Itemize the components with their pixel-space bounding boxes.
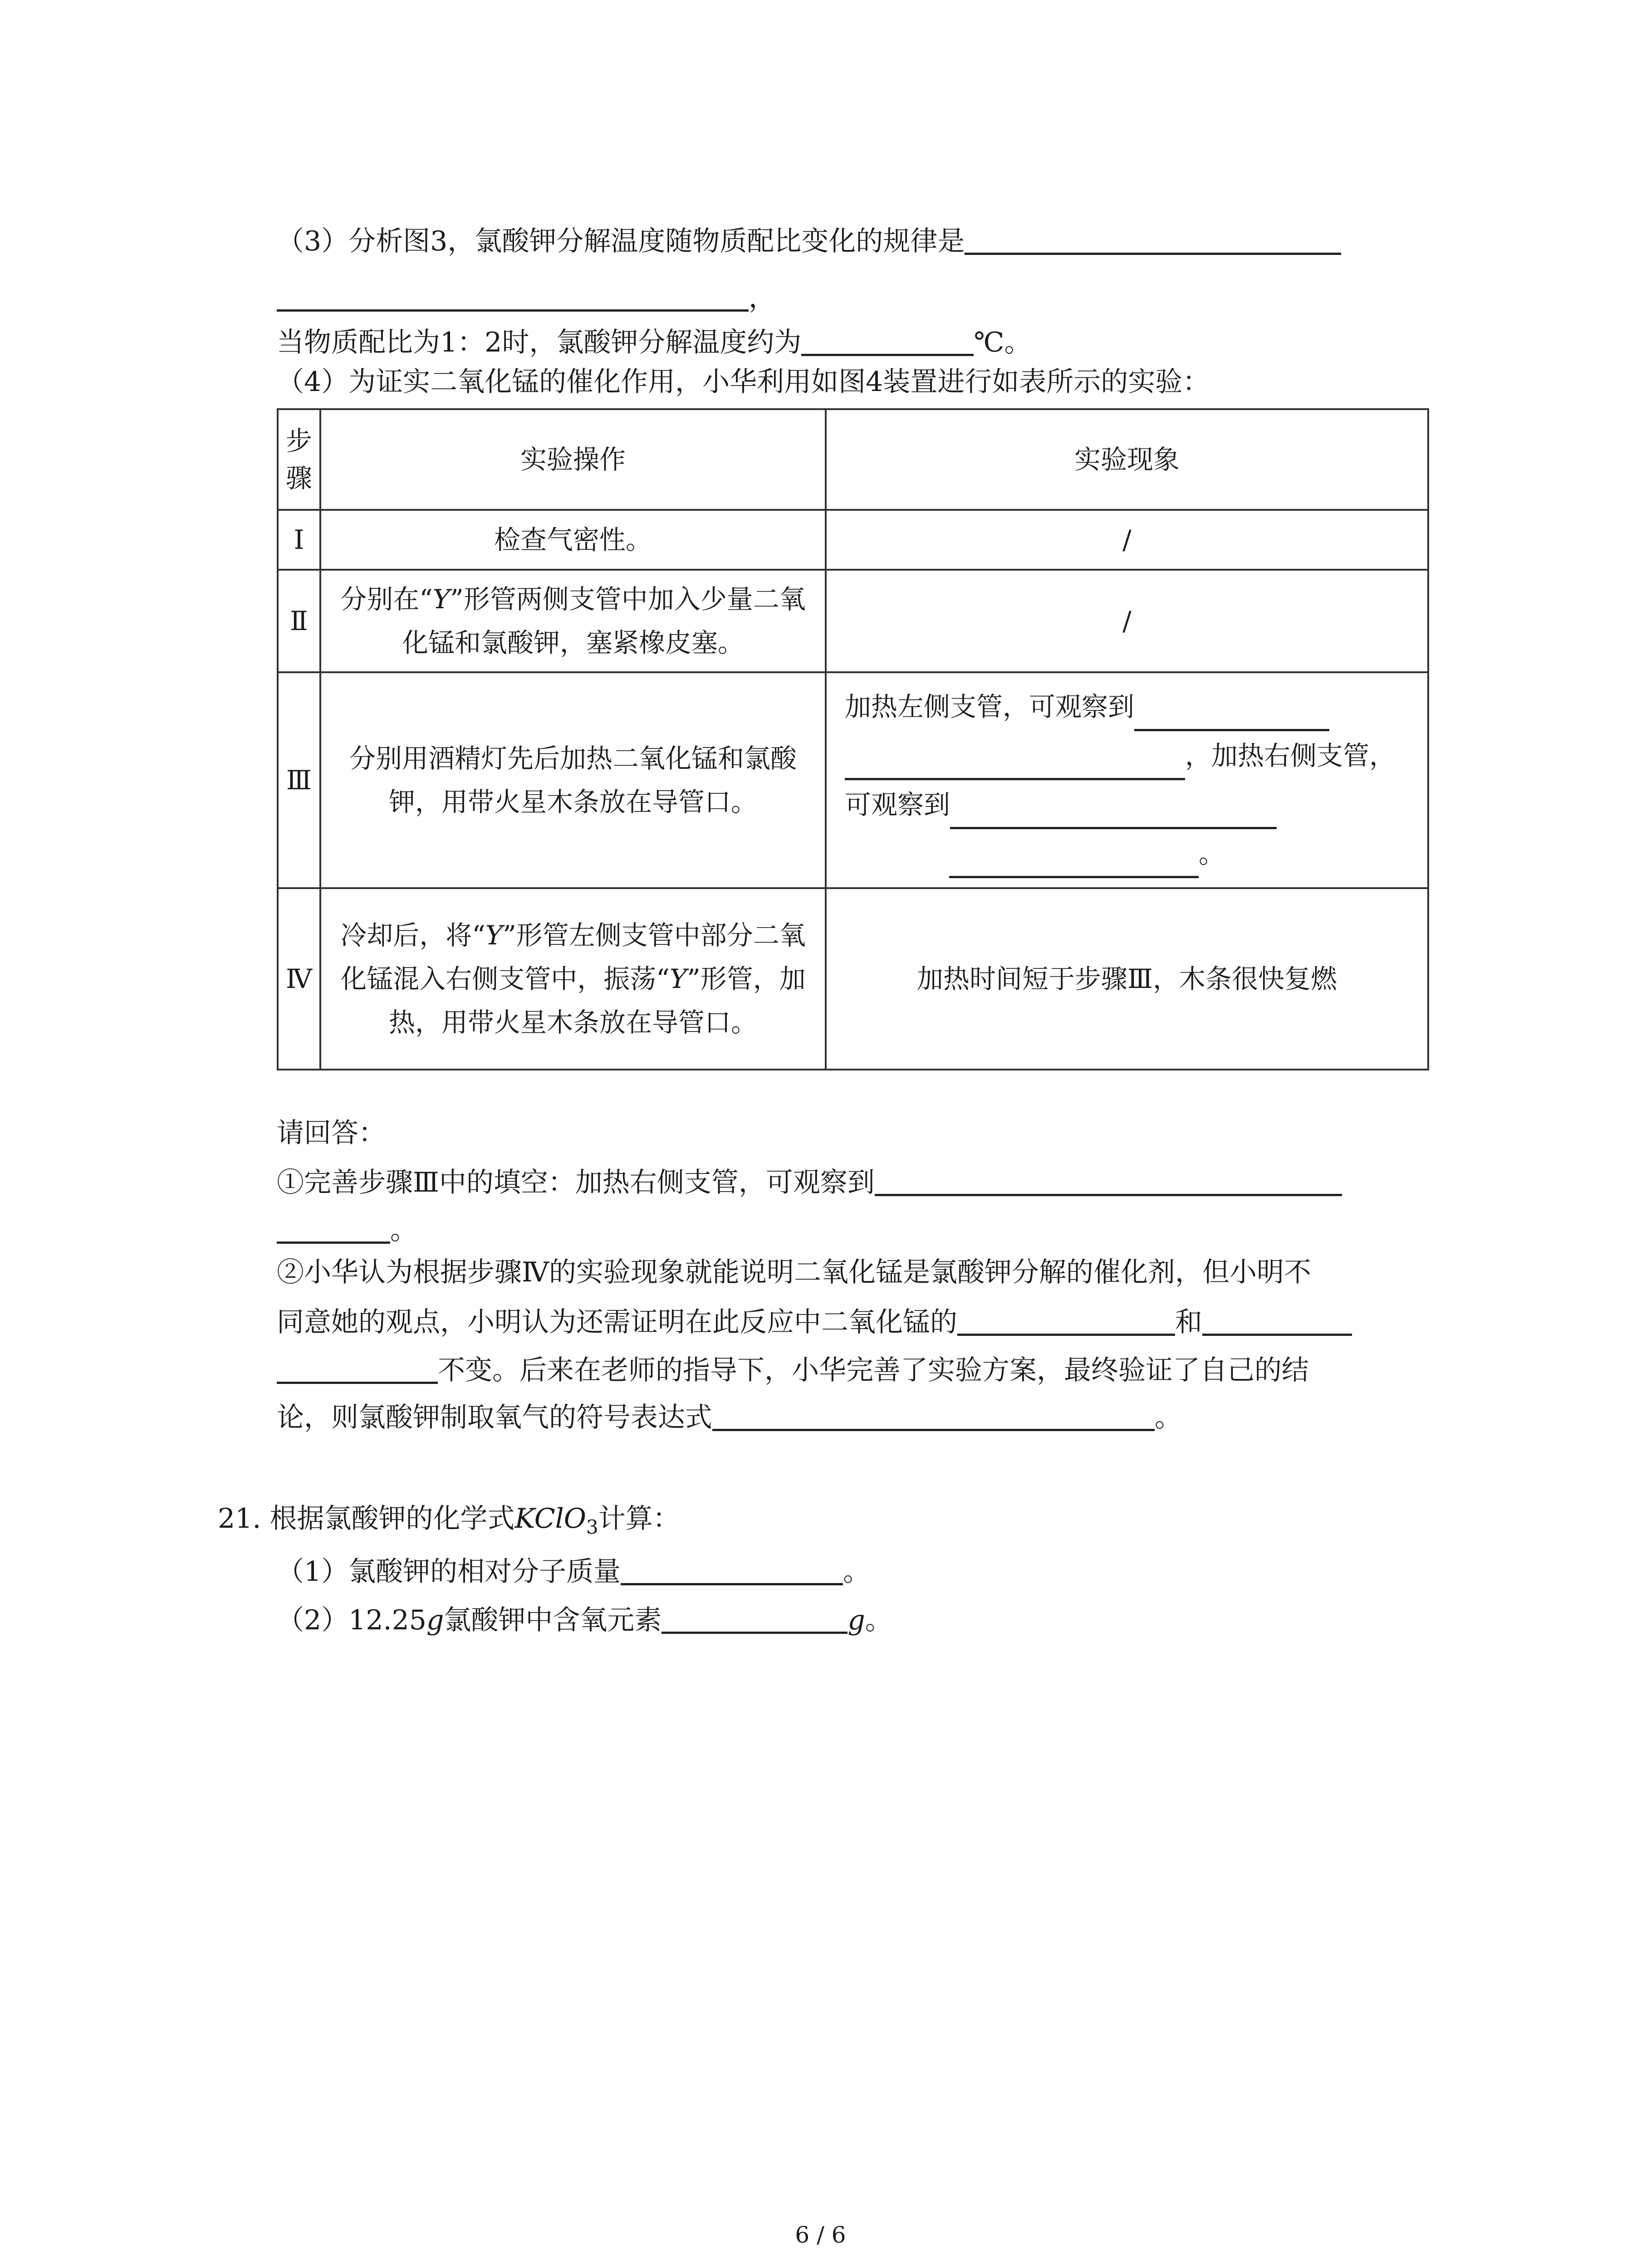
- table-header-row: [278, 409, 1428, 510]
- answer-2-line-2: 同意她的观点，小明认为还需证明在此反应中二氧化锰的 和: [277, 1305, 1352, 1336]
- q3-prefix: （3）分析图3，氯酸钾分解温度随物质配比变化的规律是: [277, 225, 965, 257]
- answer-1-blank-cont[interactable]: [277, 1213, 390, 1244]
- molecular-mass-blank[interactable]: [621, 1555, 843, 1585]
- step-label: Ⅰ: [278, 510, 320, 570]
- observation-cell: /: [826, 570, 1428, 672]
- answer-2-line-3: 不变。后来在老师的指导下，小华完善了实验方案，最终验证了自己的结: [277, 1354, 1309, 1384]
- please-answer: 请回答：: [277, 1117, 386, 1149]
- header-step: 步骤: [278, 409, 320, 510]
- q3-ratio-text: 当物质配比为1：2时，氯酸钾分解温度约为: [277, 327, 802, 358]
- table-row: [278, 672, 1428, 888]
- experiment-table: [277, 408, 1429, 1070]
- header-observation: 实验现象: [826, 409, 1428, 510]
- answer-1: ①完善步骤Ⅲ中的填空：加热右侧支管，可观察到: [277, 1166, 1342, 1196]
- q21-part-1: （1）氯酸钾的相对分子质量 。: [277, 1556, 871, 1588]
- observation-cell: 加热时间短于步骤Ⅲ，木条很快复燃: [826, 888, 1428, 1070]
- step-label: Ⅳ: [278, 888, 320, 1070]
- answer-2-line-1: ②小华认为根据步骤Ⅳ的实验现象就能说明二氧化锰是氯酸钾分解的催化剂，但小明不: [277, 1256, 1311, 1288]
- header-operation: 实验操作: [320, 409, 826, 510]
- step-label: Ⅲ: [278, 672, 320, 888]
- right-tube-blank[interactable]: [950, 802, 1277, 829]
- right-tube-blank-cont[interactable]: [949, 850, 1199, 878]
- equation-blank[interactable]: [712, 1401, 1155, 1431]
- operation-cell: 检查气密性。: [320, 510, 826, 570]
- q3-prompt: [277, 225, 1341, 255]
- operation-cell: 分别用酒精灯先后加热二氧化锰和氯酸钾，用带火星木条放在导管口。: [320, 672, 826, 888]
- table-row: [278, 888, 1428, 1070]
- observation-cell: /: [826, 510, 1428, 570]
- answer-1-blank[interactable]: [875, 1166, 1342, 1196]
- table-row: [278, 570, 1428, 672]
- answer-2-line-4: 论，则氯酸钾制取氧气的符号表达式 。: [277, 1402, 1182, 1433]
- chemical-formula: KClO: [514, 1503, 586, 1535]
- q21-stem: 21. 根据氯酸钾的化学式KClO$_3$计算：: [218, 1503, 680, 1538]
- observation-cell: 加热左侧支管，可观察到 ，加热右侧支管，可观察到 。: [826, 672, 1428, 888]
- left-tube-blank[interactable]: [1134, 704, 1329, 731]
- q3-answer-blank-1[interactable]: [965, 225, 1341, 255]
- property-blank-1[interactable]: [957, 1305, 1175, 1336]
- page-number: 6 / 6: [795, 2222, 846, 2248]
- step-label: Ⅱ: [278, 570, 320, 672]
- q4-intro: （4）为证实二氧化锰的催化作用，小华利用如图4装置进行如表所示的实验：: [277, 366, 1210, 398]
- table-row: [278, 510, 1428, 570]
- q3-continuation: [277, 281, 776, 312]
- answer-1-continuation: 。: [277, 1213, 417, 1244]
- left-tube-blank-cont[interactable]: [845, 753, 1185, 780]
- q3-answer-blank-2[interactable]: [277, 281, 749, 312]
- q3-unit: ℃。: [974, 327, 1032, 358]
- property-blank-2-cont[interactable]: [277, 1354, 438, 1384]
- q3-temperature-blank[interactable]: [801, 326, 974, 356]
- q21-part-2: （2）12.25g氯酸钾中含氧元素 g。: [277, 1604, 892, 1636]
- q3-ratio-line: [277, 326, 1031, 356]
- oxygen-mass-blank[interactable]: [661, 1603, 847, 1634]
- property-blank-2[interactable]: [1202, 1305, 1352, 1336]
- q3-comma: ，: [749, 282, 776, 314]
- operation-cell: 冷却后，将“Y”形管左侧支管中部分二氧化锰混入右侧支管中，振荡“Y”形管，加热，用带火星木条放在导管口。: [320, 888, 826, 1070]
- operation-cell: 分别在“Y”形管两侧支管中加入少量二氧化锰和氯酸钾，塞紧橡皮塞。: [320, 570, 826, 672]
